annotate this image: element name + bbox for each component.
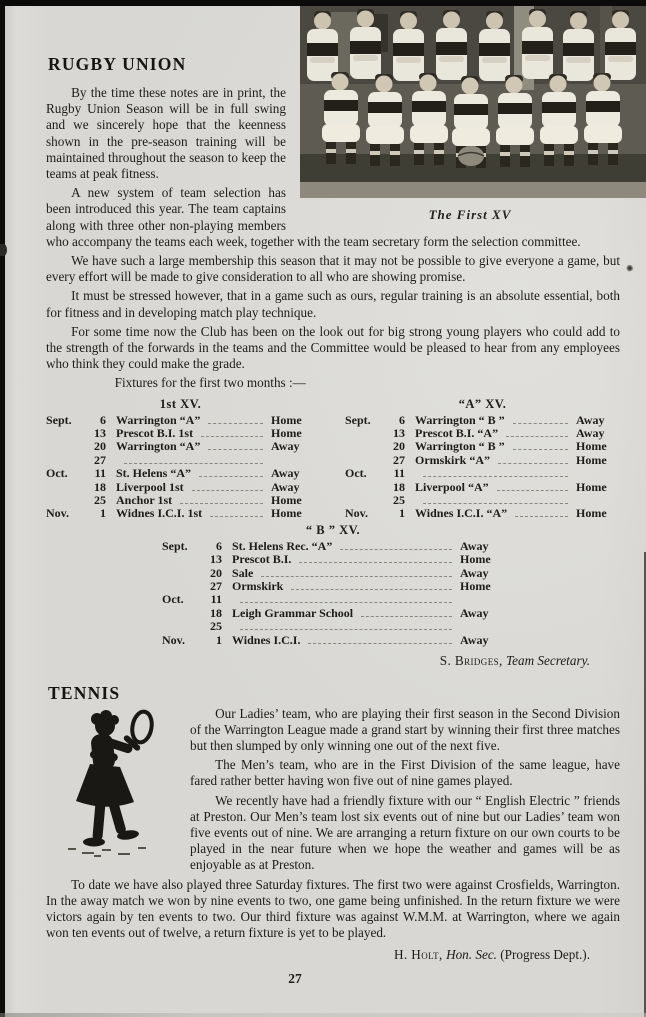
- dotted-leader: [180, 503, 263, 504]
- rugby-paragraph: For some time now the Club has been on the look out for big strong young players who could add to the strength of the forwards in the teams and the Committee would be pleased to hear from any employees who think they could make the grade.: [46, 323, 620, 372]
- fixture-day: 11: [94, 466, 106, 481]
- fixture-month: Sept.: [46, 412, 72, 427]
- fixture-row: [46, 414, 315, 427]
- dotted-leader: [240, 629, 452, 630]
- fixture-team: Warrington “A”: [116, 439, 201, 454]
- dotted-leader: [361, 616, 452, 617]
- dotted-leader: [124, 463, 263, 464]
- fixture-venue: Away: [460, 605, 489, 620]
- rugby-paragraph: It must be stressed however, that in a game such as ours, regular training is an absolute essential, both for fitness and in developing match play technique.: [46, 288, 620, 320]
- fixture-row: [162, 567, 504, 580]
- dotted-leader: [506, 436, 568, 437]
- fixture-day: 13: [94, 426, 106, 441]
- tennis-paragraph: The Men’s team, who are in the First Division of the same league, have fared rather better having won five out of nine games played.: [190, 757, 620, 789]
- tennis-paragraph: Our Ladies’ team, who are playing their first season in the Second Division of the Warrington League made a grand start by winning their first three matches but then slumped by only winning one out of the next five.: [190, 705, 620, 753]
- page-number: 27: [288, 971, 302, 987]
- fixture-venue: Home: [271, 412, 302, 427]
- fixture-team: Widnes I.C.I. “A”: [415, 506, 508, 521]
- fixture-team: Sale: [232, 565, 254, 580]
- fixture-team: Warrington “ B ”: [415, 412, 505, 427]
- dotted-leader: [208, 423, 263, 424]
- fixture-month: Sept.: [162, 538, 188, 553]
- fixture-day: 20: [94, 439, 106, 454]
- fixture-row: [46, 494, 315, 507]
- dotted-leader: [497, 490, 568, 491]
- fixture-day: 18: [94, 479, 106, 494]
- fixture-day: 1: [216, 632, 222, 647]
- fixture-team: Prescot B.I.: [232, 552, 292, 567]
- fixture-month: Oct.: [46, 466, 68, 481]
- fixtures-table-title: “A” XV.: [458, 396, 507, 411]
- tennis-player-figure: [48, 708, 176, 860]
- dotted-leader: [513, 449, 568, 450]
- fixture-team: St. Helens Rec. “A”: [232, 538, 333, 553]
- fixture-venue: Home: [460, 552, 491, 567]
- fixture-day: 11: [393, 466, 405, 481]
- fixture-row: [46, 467, 315, 480]
- fixture-team: Liverpool “A”: [415, 479, 489, 494]
- fixture-team: Prescot B.I. 1st: [116, 426, 194, 441]
- fixtures-table-a-xv: [333, 396, 620, 521]
- fixture-venue: Home: [576, 452, 607, 467]
- signature-role: Team Secretary.: [506, 652, 590, 668]
- fixture-team: Ormskirk: [232, 578, 284, 593]
- fixture-day: 6: [100, 412, 106, 427]
- fixture-venue: Away: [460, 632, 489, 647]
- dotted-leader: [308, 643, 452, 644]
- fixture-month: Nov.: [162, 632, 186, 647]
- tennis-signature: [46, 947, 590, 963]
- fixture-month: Oct.: [345, 466, 367, 481]
- fixture-row: [162, 540, 504, 553]
- fixture-row: [345, 507, 620, 520]
- fixture-row: [162, 580, 504, 593]
- dotted-leader: [291, 589, 452, 590]
- team-photo-illustration: [300, 6, 646, 198]
- signature-name: H. Holt,: [393, 947, 443, 963]
- fixture-row: [345, 440, 620, 453]
- fixture-venue: Home: [271, 493, 302, 507]
- fixtures-table-rows: [162, 540, 504, 647]
- fixture-venue: Away: [460, 565, 489, 580]
- fixture-team: Prescot B.I. “A”: [415, 426, 499, 441]
- fixture-team: Warrington “ B ”: [415, 439, 505, 454]
- fixture-day: 6: [399, 412, 405, 427]
- fixture-row: [345, 414, 620, 427]
- fixture-team: Ormskirk “A”: [415, 452, 490, 467]
- dotted-leader: [240, 602, 452, 603]
- fixture-team: Widnes I.C.I. 1st: [116, 506, 203, 521]
- fixture-day: 13: [393, 426, 405, 441]
- fixture-row: [162, 593, 504, 606]
- fixtures-table-title: 1st XV.: [159, 396, 202, 411]
- team-photo-figure: [294, 6, 646, 223]
- fixture-team: Anchor 1st: [116, 493, 173, 507]
- fixture-venue: Away: [576, 412, 605, 427]
- dotted-leader: [210, 516, 263, 517]
- fixture-team: St. Helens “A”: [116, 466, 191, 481]
- fixture-month: Nov.: [345, 506, 369, 521]
- tennis-paragraph: To date we have also played three Saturday fixtures. The first two were against Crosfields, Warrington. In the away match we won by nine events to two, one game being unfinished. In the return fixture we were victors again by ten events to two. Our third fixture was against W.M.M. at Warrington, where we again won ten events out of twelve, a return fixture is yet to be played.: [46, 876, 620, 941]
- fixture-venue: Home: [271, 506, 302, 521]
- fixtures-tables: [46, 396, 620, 521]
- fixture-row: [345, 494, 620, 507]
- ink-speck: ✺: [624, 262, 636, 275]
- rugby-section-heading: RUGBY UNION: [48, 54, 187, 74]
- signature-suffix: (Progress Dept.).: [500, 947, 590, 963]
- rugby-signature: [46, 653, 590, 669]
- fixture-row: [345, 481, 620, 494]
- photo-caption: The First XV: [428, 207, 512, 222]
- fixture-row: [162, 620, 504, 633]
- dotted-leader: [515, 516, 568, 517]
- fixtures-intro: Fixtures for the first two months :—: [114, 375, 306, 391]
- fixtures-table-1st-xv: [46, 396, 333, 521]
- dotted-leader: [513, 423, 568, 424]
- dotted-leader: [261, 576, 452, 577]
- fixture-month: Sept.: [345, 412, 371, 427]
- fixture-row: [345, 454, 620, 467]
- tennis-player-illustration: [48, 708, 176, 860]
- dotted-leader: [423, 476, 568, 477]
- fixture-venue: Away: [460, 538, 489, 553]
- fixture-day: 18: [210, 605, 222, 620]
- fixture-venue: Home: [576, 506, 607, 521]
- fixture-team: Warrington “A”: [116, 412, 201, 427]
- fixture-row: [345, 467, 620, 480]
- fixture-row: [46, 440, 315, 453]
- fixture-row: [162, 607, 504, 620]
- signature-name: S. Bridges,: [439, 652, 503, 668]
- fixture-team: Leigh Grammar School: [232, 605, 354, 620]
- fixture-month: Nov.: [46, 506, 70, 521]
- fixture-team: Liverpool 1st: [116, 479, 184, 494]
- fixture-row: [345, 427, 620, 440]
- fixture-venue: Away: [576, 426, 605, 441]
- fixture-venue: Away: [271, 439, 300, 454]
- fixture-month: Oct.: [162, 592, 184, 607]
- fixture-day: 1: [399, 506, 405, 521]
- dotted-leader: [340, 549, 452, 550]
- fixture-day: 18: [393, 479, 405, 494]
- fixture-day: 25: [94, 493, 106, 507]
- fixture-day: 13: [210, 552, 222, 567]
- fixture-day: 20: [210, 565, 222, 580]
- fixture-row: [46, 427, 315, 440]
- rugby-paragraph: A new system of team selection has been introduced this year. The team captains along with three other non-playing members who accompany the teams each week, together with the team secretary form the selection committee.: [46, 185, 581, 249]
- fixtures-table-b-xv: [162, 523, 504, 647]
- rugby-paragraph: We have such a large membership this season that it may not be possible to give everyone a game, but every effort will be made to give consideration to all who are showing promise.: [46, 253, 620, 285]
- fixture-day: 27: [393, 452, 405, 467]
- fixture-team: Widnes I.C.I.: [232, 632, 301, 647]
- dotted-leader: [201, 436, 263, 437]
- tennis-paragraph: We recently have had a friendly fixture with our “ English Electric ” friends at Preston. Our Men’s team lost six events out of nine but our Ladies’ team won five events out of nine. We are arranging a return fixture on our own courts to be played in the near future when we hope the weather and games will be as enjoyable as at Preston.: [190, 792, 620, 873]
- fixture-venue: Away: [271, 479, 300, 494]
- fixture-venue: Home: [576, 439, 607, 454]
- fixture-day: 11: [210, 592, 222, 607]
- dotted-leader: [423, 503, 568, 504]
- fixture-day: 27: [94, 452, 106, 467]
- fixture-venue: Home: [271, 426, 302, 441]
- dotted-leader: [299, 562, 452, 563]
- tennis-section-heading: TENNIS: [48, 682, 121, 703]
- fixtures-table-rows: [345, 414, 620, 521]
- dotted-leader: [208, 449, 263, 450]
- fixture-day: 25: [210, 619, 222, 634]
- fixture-day: 25: [393, 493, 405, 507]
- fixture-venue: Home: [460, 578, 491, 593]
- dotted-leader: [498, 463, 568, 464]
- scan-edge-bottom: [0, 1013, 646, 1017]
- signature-role: Hon. Sec.: [446, 947, 497, 963]
- fixture-row: [162, 634, 504, 647]
- fixture-row: [46, 454, 315, 467]
- fixture-venue: Away: [271, 466, 300, 481]
- fixture-row: [46, 481, 315, 494]
- dotted-leader: [192, 490, 263, 491]
- dotted-leader: [199, 476, 263, 477]
- fixture-day: 27: [210, 578, 222, 593]
- fixtures-table-rows: [46, 414, 315, 521]
- fixture-row: [162, 553, 504, 566]
- rugby-paragraph: By the time these notes are in print, the Rugby Union Season will be in full swing and we sincerely hope that the keenness shown in the pre-season training will be maintained throughout the season to keep the teams at peak fitness.: [46, 85, 286, 182]
- fixture-day: 6: [216, 538, 222, 553]
- fixture-day: 20: [393, 439, 405, 454]
- fixture-row: [46, 507, 315, 520]
- fixture-venue: Home: [576, 479, 607, 494]
- fixture-day: 1: [100, 506, 106, 521]
- fixtures-table-title: “ B ” XV.: [305, 522, 361, 537]
